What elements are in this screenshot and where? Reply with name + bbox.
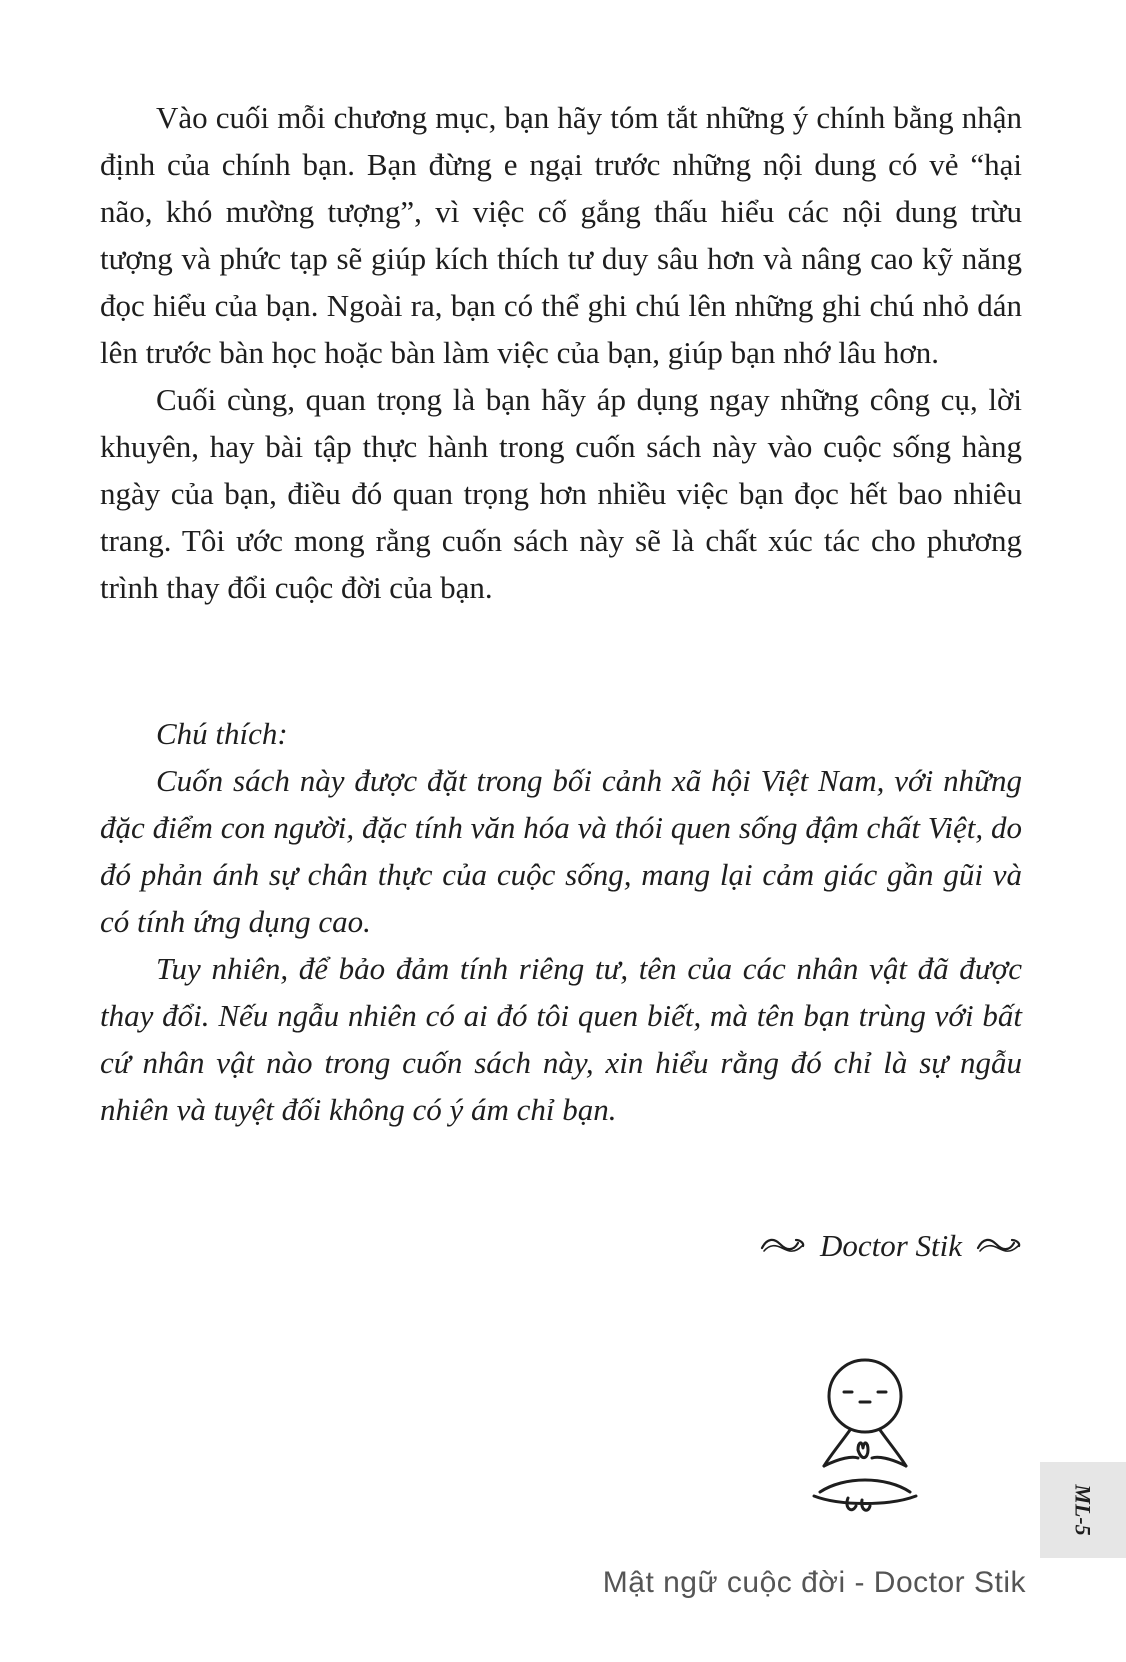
chapter-side-tab — [1040, 1462, 1126, 1558]
swirl-left-icon — [760, 1228, 806, 1264]
body-paragraph-2: Cuối cùng, quan trọng là bạn hãy áp dụng ngay những công cụ, lời khuyên, hay bài tập thực hành trong cuốn sách này vào cuộc sống hàng ngày của bạn, điều đó quan trọng hơn nhiều việc bạn đọc hết bao nhiêu trang. Tôi ước mong rằng cuốn sách này sẽ là chất xúc tác cho phương trình thay đổi cuộc đời của bạn. — [100, 382, 1022, 605]
signature-author: Doctor Stik — [819, 1228, 962, 1263]
footnote-section — [100, 710, 1022, 1133]
side-tab-label: ML-5 — [1070, 1484, 1096, 1536]
note-paragraph-2: Tuy nhiên, để bảo đảm tính riêng tư, tên của các nhân vật đã được thay đổi. Nếu ngẫu nhiên có ai đó tôi quen biết, mà tên bạn trùng với bất cứ nhân vật nào trong cuốn sách này, xin hiểu rằng đó chỉ là sự ngẫu nhiên và tuyệt đối không có ý ám chỉ bạn. — [100, 951, 1022, 1127]
body-paragraph-1: Vào cuối mỗi chương mục, bạn hãy tóm tắt những ý chính bằng nhận định của chính bạn. Bạn đừng e ngại trước những nội dung có vẻ “hại não, khó mường tượng”, vì việc cố gắng thấu hiểu các nội dung trừu tượng và phức tạp sẽ giúp kích thích tư duy sâu hơn và nâng cao kỹ năng đọc hiểu của bạn. Ngoài ra, bạn có thể ghi chú lên những ghi chú nhỏ dán lên trước bàn học hoặc bàn làm việc của bạn, giúp bạn nhớ lâu hơn. — [100, 100, 1022, 370]
note-paragraph-1: Cuốn sách này được đặt trong bối cảnh xã hội Việt Nam, với những đặc điểm con người, đặc tính văn hóa và thói quen sống đậm chất Việt, do đó phản ánh sự chân thực của cuộc sống, mang lại cảm giác gần gũi và có tính ứng dụng cao. — [100, 763, 1022, 939]
swirl-right-icon — [976, 1228, 1022, 1264]
note-label: Chú thích: — [156, 716, 288, 751]
footer-book-title: Mật ngữ cuộc đời - Doctor Stik — [602, 1566, 1026, 1599]
main-text — [100, 94, 1022, 611]
meditating-stick-figure-icon — [800, 1358, 930, 1523]
signature — [760, 1228, 1022, 1264]
